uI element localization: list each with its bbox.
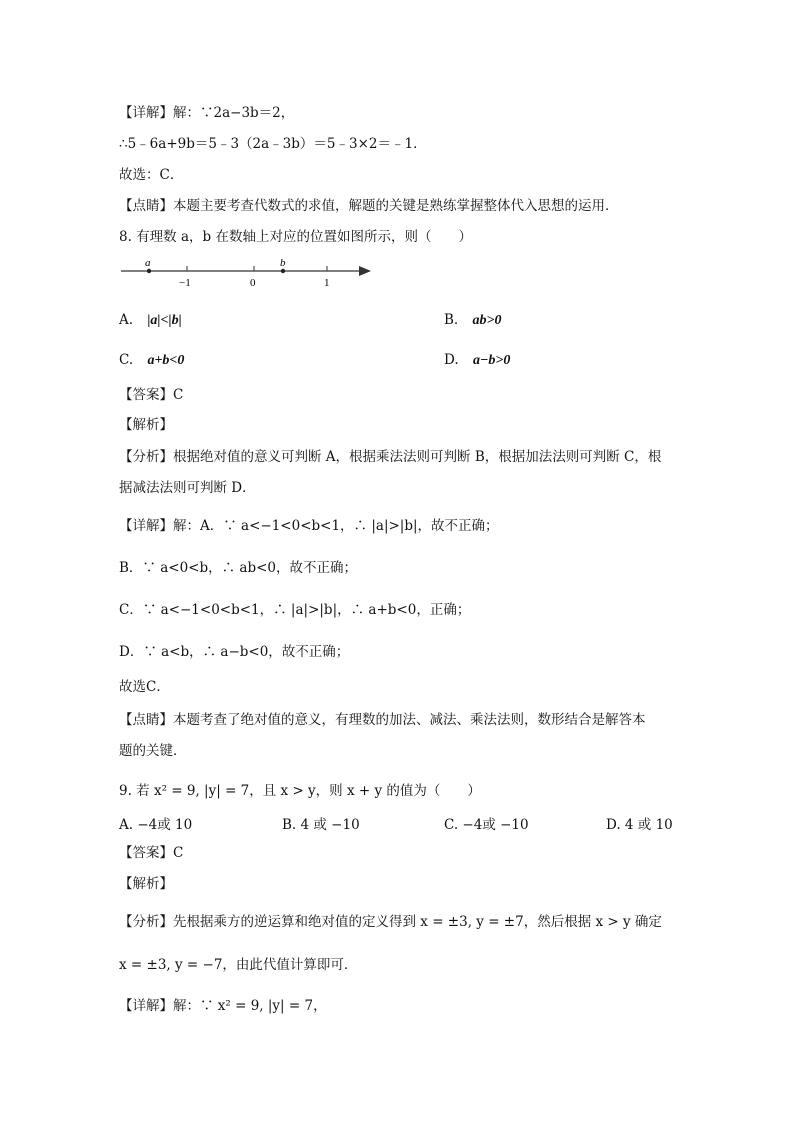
- q9-option-b: B. 4 或 −10: [282, 817, 360, 833]
- note-8-line-2: 题的关键．: [119, 743, 187, 759]
- q8-option-a: [119, 310, 182, 331]
- q8-option-c-label: C.: [119, 352, 134, 368]
- q8-option-c: [119, 350, 184, 371]
- analysis-heading-8: 【解析】: [119, 417, 173, 433]
- analysis-8-line-2: 据减法法则可判断 D．: [119, 480, 256, 496]
- choose-line: 故选：C．: [119, 167, 184, 183]
- detail-8-d: D．∵ a<b，∴ a−b<0，故不正确；: [119, 644, 350, 660]
- q9-option-d: D. 4 或 10: [606, 817, 673, 833]
- q9-option-c: C. −4或 −10: [444, 817, 529, 833]
- point-b: [281, 269, 285, 273]
- q8-option-d-label: D.: [444, 352, 459, 368]
- analysis-9-line-2: x = ±3, y = −7，由此代值计算即可．: [119, 957, 358, 973]
- analysis-8-line-1: 【分析】根据绝对值的意义可判断 A，根据乘法法则可判断 B，根据加法法则可判断 C，根: [119, 449, 662, 465]
- tick-label-1: 1: [324, 277, 330, 289]
- solution-line-1: 【详解】解：∵2a−3b＝2，: [119, 105, 295, 121]
- label-b: b: [280, 257, 286, 269]
- number-line-figure: [119, 256, 379, 292]
- q8-option-c-expr: a+b<0: [147, 353, 185, 368]
- point-a: [147, 269, 151, 273]
- q8-option-d: [444, 350, 510, 371]
- q8-option-b: [444, 310, 502, 331]
- q8-option-d-expr: a−b>0: [472, 353, 511, 368]
- answer-9: 【答案】C: [119, 845, 184, 861]
- note-line: 【点睛】本题主要考查代数式的求值，解题的关键是熟练掌握整体代入思想的运用．: [119, 198, 619, 214]
- q8-option-b-expr: ab>0: [472, 313, 502, 328]
- q8-option-a-label: A.: [119, 312, 134, 328]
- analysis-9-line-1: 【分析】先根据乘方的逆运算和绝对值的定义得到 x = ±3, y = ±7，然后根据 x > y 确定: [119, 914, 662, 930]
- answer-8: 【答案】C: [119, 387, 184, 403]
- question-9: 9. 若 x² = 9, |y| = 7，且 x > y，则 x + y 的值为（ ）: [119, 783, 481, 799]
- tick-label-minus1: −1: [179, 277, 191, 289]
- number-line-arrow: [359, 266, 371, 276]
- q8-option-b-label: B.: [444, 312, 459, 328]
- q9-option-a: A. −4或 10: [119, 817, 193, 833]
- question-8: 8. 有理数 a，b 在数轴上对应的位置如图所示，则（ ）: [119, 229, 472, 245]
- detail-8-c: C．∵ a<−1<0<b<1，∴ |a|>|b|，∴ a+b<0，正确；: [119, 602, 471, 618]
- analysis-heading-9: 【解析】: [119, 876, 173, 892]
- solution-line-2: ∴5﹣6a+9b＝5﹣3（2a﹣3b）＝5﹣3×2＝﹣1．: [119, 136, 427, 152]
- detail-9: 【详解】解：∵ x² = 9, |y| = 7，: [119, 998, 327, 1014]
- note-8-line-1: 【点睛】本题考查了绝对值的意义，有理数的加法、减法、乘法法则，数形结合是解答本: [119, 712, 646, 728]
- detail-8-b: B．∵ a<0<b，∴ ab<0，故不正确；: [119, 560, 357, 576]
- label-a: a: [145, 257, 151, 269]
- tick-label-0: 0: [250, 277, 256, 289]
- q8-option-a-expr: |a|<|b|: [147, 313, 182, 328]
- detail-8-a: 【详解】解：A．∵ a<−1<0<b<1，∴ |a|>|b|，故不正确；: [119, 518, 499, 534]
- choose-8: 故选C．: [119, 679, 170, 695]
